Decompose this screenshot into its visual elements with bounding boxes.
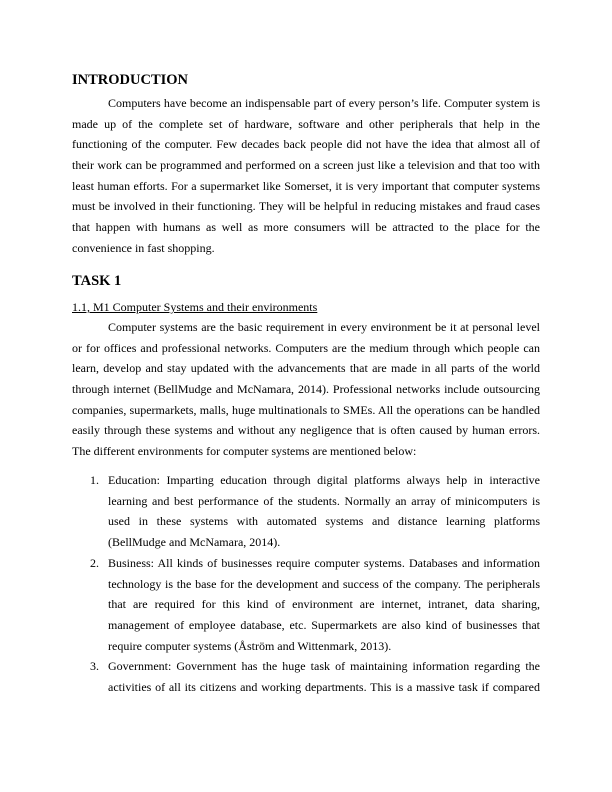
- text-line: Government: Government has the huge task of maintaining information regarding the: [108, 659, 540, 673]
- list-item-body: [108, 470, 540, 553]
- text-line: companies, supermarkets, malls, huge multinationals to SMEs. All the operations can be handled: [72, 402, 540, 417]
- text-line: least human efforts. For a supermarket like Somerset, it is very important that computer systems: [72, 178, 540, 193]
- task1-heading: TASK 1: [72, 273, 122, 289]
- text-line: The different environments for computer systems are mentioned below:: [72, 443, 417, 458]
- text-line: that are required for this kind of environment are internet, intranet, data sharing,: [108, 597, 540, 612]
- list-number: 1.: [90, 473, 99, 487]
- list-item-business: [72, 553, 540, 656]
- text-line: convenience in fast shopping.: [72, 240, 215, 255]
- text-line: functioning of the computer. Few decades back people did not have the idea that almost all of: [72, 137, 540, 152]
- section-subheading: 1.1, M1 Computer Systems and their environments: [72, 300, 318, 314]
- text-line: Computer systems are the basic requirement in every environment be it at personal level: [108, 320, 540, 334]
- text-line: Computers have become an indispensable part of every person’s life. Computer system is: [108, 96, 540, 110]
- text-line: Business: All kinds of businesses require computer systems. Databases and information: [108, 556, 540, 570]
- list-item-government: [72, 656, 540, 697]
- text-line: easily through these systems and without any negligence that is often caused by human errors.: [72, 423, 540, 438]
- text-line: Education: Imparting education through digital platforms always help in interactive: [108, 473, 540, 487]
- text-line: activities of all its citizens and working departments. This is a massive task if compared: [108, 679, 540, 694]
- text-line: learning and best performance of the students. Normally an array of minicomputers is: [108, 493, 540, 508]
- text-line: learn, develop and stay updated with the advancements that are made in all parts of the world: [72, 361, 540, 376]
- text-line: require computer systems (Åström and Wittenmark, 2013).: [108, 638, 392, 653]
- list-number: 2.: [90, 556, 99, 570]
- list-item-body: [108, 656, 540, 697]
- text-line: (BellMudge and McNamara, 2014).: [108, 534, 281, 549]
- text-line: or for offices and professional networks. Computers are the medium through which people can: [72, 340, 540, 355]
- list-item-education: [72, 470, 540, 553]
- text-line: made up of the complete set of hardware, software and other peripherals that help in the: [72, 116, 540, 131]
- text-line: must be involved in their functioning. They will be helpful in reducing mistakes and fraud cases: [72, 199, 540, 214]
- intro-paragraph: [72, 93, 540, 258]
- text-line: their work can be programmed and performed on a screen just like a television and that too with: [72, 157, 540, 172]
- text-line: used in these systems with automated systems and distance learning platforms: [108, 514, 540, 529]
- list-number: 3.: [90, 659, 99, 673]
- text-line: technology is the base for the development and success of the company. The peripherals: [108, 576, 540, 591]
- task1-paragraph: [72, 317, 540, 462]
- text-line: through internet (BellMudge and McNamara, 2014). Professional networks include outsourcing: [72, 381, 540, 396]
- text-line: management of employee database, etc. Supermarkets are also kind of businesses that: [108, 617, 540, 632]
- list-item-body: [108, 553, 540, 656]
- text-line: that happen with humans as well as more consumers will be attracted to the place for the: [72, 219, 540, 234]
- intro-heading: INTRODUCTION: [72, 72, 189, 88]
